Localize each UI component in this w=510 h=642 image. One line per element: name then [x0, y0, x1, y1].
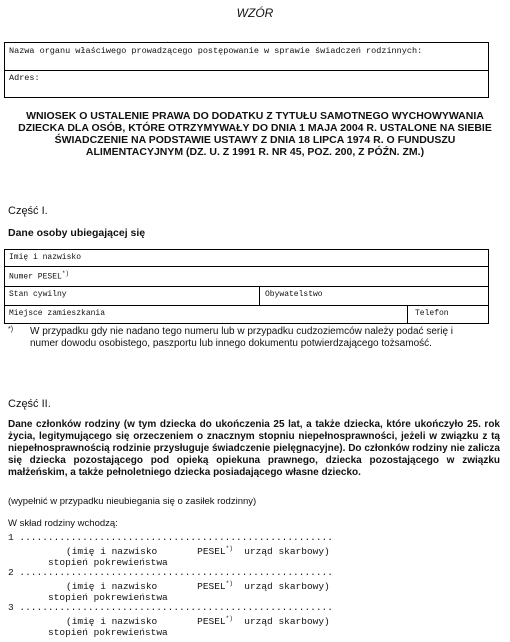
field-pesel	[9, 270, 69, 282]
member-field-hints	[8, 543, 333, 557]
member-fields-label: (imię i nazwisko PESEL	[66, 581, 226, 593]
organ-box	[4, 42, 489, 98]
field-civil-label: Stan cywilny	[9, 290, 67, 299]
member-fields-label: (imię i nazwisko PESEL	[66, 616, 226, 628]
field-citizenship-label: Obywatelstwo	[265, 290, 323, 299]
member-field-hints	[8, 613, 333, 627]
member-dotted-line: .......................................................	[19, 602, 333, 613]
member-relation-label: stopień pokrewieństwa	[48, 627, 168, 639]
member-pesel-mark: *)	[225, 580, 233, 587]
members-intro: W skład rodziny wchodzą:	[8, 518, 118, 529]
member-fields-label: (imię i nazwisko PESEL	[66, 546, 226, 558]
form-template-label: WZÓR	[236, 6, 274, 20]
organ-name-label: Nazwa organu właściwego prowadzącego postępowanie w sprawie świadczeń rodzinnych:	[9, 46, 423, 56]
organ-box-divider	[5, 70, 488, 71]
member-number: 1	[8, 532, 14, 543]
table-divider	[5, 266, 488, 267]
field-name-label: Imię i nazwisko	[9, 253, 82, 262]
applicant-data-table	[4, 249, 489, 324]
member-number: 3	[8, 602, 14, 613]
table-column-divider	[259, 286, 260, 305]
member-relation-label: stopień pokrewieństwa	[48, 592, 168, 604]
member-tax-office-label: urząd skarbowy)	[232, 616, 330, 628]
part1-heading: Dane osoby ubiegającej się	[8, 227, 146, 239]
member-number: 2	[8, 567, 14, 578]
member-entry	[8, 602, 333, 638]
footnote-mark: *)	[8, 326, 14, 333]
member-line	[8, 567, 333, 578]
member-pesel-mark: *)	[225, 545, 233, 552]
pesel-footnote-mark: *)	[61, 270, 70, 277]
member-line	[8, 602, 333, 613]
member-pesel-mark: *)	[225, 615, 233, 622]
member-entry	[8, 532, 333, 568]
field-phone-label: Telefon	[415, 309, 449, 318]
member-dotted-line: .......................................................	[19, 532, 333, 543]
form-title: WNIOSEK O USTALENIE PRAWA DO DODATKU Z TYTUŁU SAMOTNEGO WYCHOWYWANIA DZIECKA DLA OSÓB, KTÓRE OTRZYMYWAŁY DO DNIA 1 MAJA 2004 R. USTALONE NA SIEBIE ŚWIADCZENIE NA PODSTAWIE USTAWY Z DNIA 18 LIPCA 1974 R. O FUNDUSZU ALIMENTACYJNYM (DZ. U. Z 1991 R. NR 45, POZ. 200, Z PÓŹN. ZM.)	[18, 110, 492, 158]
part2-label: Część II.	[8, 398, 51, 410]
field-pesel-label: Numer PESEL	[9, 272, 62, 282]
member-tax-office-label: urząd skarbowy)	[232, 581, 330, 593]
member-entry	[8, 567, 333, 603]
member-dotted-line: .......................................................	[19, 567, 333, 578]
part1-label: Część I.	[8, 205, 48, 217]
table-divider	[5, 286, 488, 287]
part2-note: (wypełnić w przypadku nieubiegania się o zasiłek rodzinny)	[8, 496, 257, 507]
pesel-footnote	[8, 326, 480, 350]
footnote-text: W przypadku gdy nie nadano tego numeru lub w przypadku cudzoziemców należy podać serię i numer dowodu osobistego, paszportu lub innego dokumentu potwierdzającego tożsamość.	[30, 326, 454, 349]
table-column-divider	[407, 305, 408, 323]
field-residence-label: Miejsce zamieszkania	[9, 309, 106, 318]
member-tax-office-label: urząd skarbowy)	[232, 546, 330, 558]
table-divider	[5, 305, 488, 306]
member-line	[8, 532, 333, 543]
member-relation-label: stopień pokrewieństwa	[48, 557, 168, 569]
part2-heading: Dane członków rodziny (w tym dziecka do ukończenia 25 lat, a także dziecka, które ukończyło 25. rok życia, legitymującego się orzeczeniem o znacznym stopniu niepełnosprawności, jeżeli w związku z tą niepełnosprawnością rodzinie przysługuje świadczenie pielęgnacyjne). Do członków rodziny nie zalicza się dziecka pozostającego pod opieką opiekuna prawnego, dziecka pozostającego w związku małżeńskim, a także pełnoletniego dziecka posiadającego własne dziecko.	[8, 419, 500, 478]
address-label: Adres:	[9, 73, 40, 83]
member-field-hints	[8, 578, 333, 592]
